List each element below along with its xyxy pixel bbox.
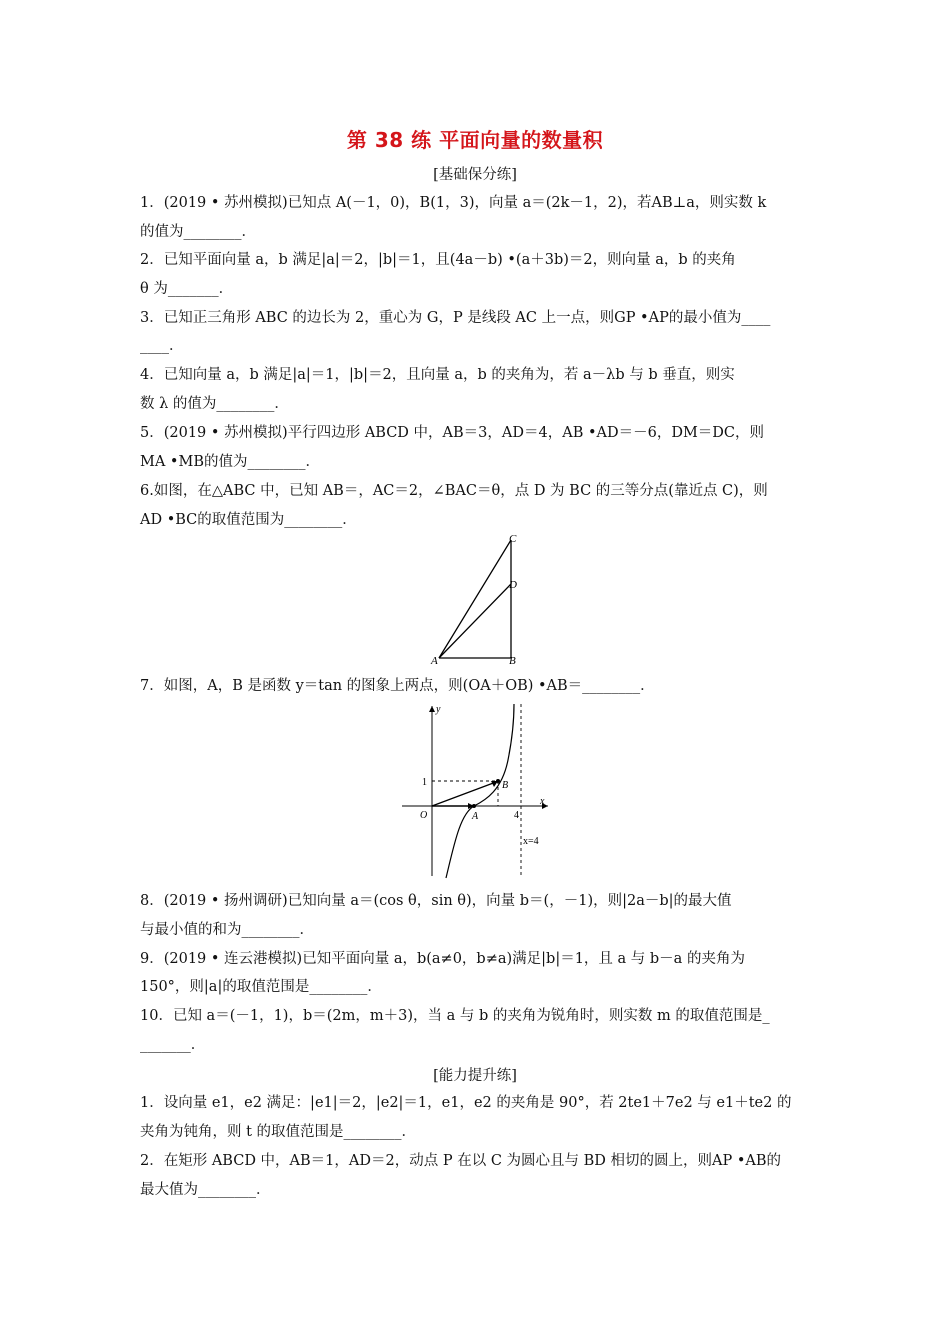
y-axis-arrow <box>429 706 435 712</box>
label-b: B <box>509 655 516 667</box>
problem-line: MA •MB的值为________． <box>140 454 320 470</box>
label-tick-1: 1 <box>422 777 427 788</box>
problem-line: 8．(2019 • 扬州调研)已知向量 a＝(cos θ，sin θ)，向量 b＝(，－1)，则|2a－b|的最大值 <box>140 893 732 909</box>
problem-line: 150°，则|a|的取值范围是________． <box>140 979 382 995</box>
segment-ac <box>439 540 511 658</box>
problem-line: 2．在矩形 ABCD 中，AB＝1，AD＝2，动点 P 在以 C 为圆心且与 BD 相切的圆上，则AP •AB的 <box>140 1153 782 1169</box>
triangle-figure <box>425 530 525 670</box>
label-a: A <box>472 811 479 822</box>
problem-line: 数 λ 的值为________． <box>140 396 289 412</box>
section-heading-basic: [基础保分练] <box>433 167 517 183</box>
label-d: D <box>509 579 517 591</box>
label-c: C <box>509 533 517 545</box>
label-asymptote: x=4 <box>523 836 539 847</box>
problem-line: 与最小值的和为________． <box>140 922 314 938</box>
problem-line: 夹角为钝角，则 t 的取值范围是________． <box>140 1124 417 1140</box>
point-b <box>496 779 500 783</box>
problem-line: 9．(2019 • 连云港模拟)已知平面向量 a，b(a≠0，b≠a)满足|b|＝1，且 a 与 b－a 的夹角为 <box>140 951 745 967</box>
vector-ob <box>432 782 496 806</box>
problem-line: 3．已知正三角形 ABC 的边长为 2，重心为 G，P 是线段 AC 上一点，则GP •AP的最小值为____ <box>140 310 771 326</box>
label-o: O <box>420 810 428 821</box>
problem-line: θ 为_______． <box>140 281 234 297</box>
problem-line: _______． <box>140 1037 206 1053</box>
problem-line: 10．已知 a＝(－1，1)，b＝(2m，m＋3)，当 a 与 b 的夹角为锐角时，则实数 m 的取值范围是_ <box>140 1008 770 1024</box>
problem-line: AD •BC的取值范围为________． <box>140 512 357 528</box>
problem-line: 7．如图，A，B 是函数 y＝tan 的图象上两点，则(OA＋OB) •AB＝________． <box>140 678 655 694</box>
segment-ad <box>439 584 511 658</box>
tangent-graph-figure <box>398 700 558 880</box>
problem-line: ____． <box>140 338 184 354</box>
problem-line: 5．(2019 • 苏州模拟)平行四边形 ABCD 中，AB＝3，AD＝4，AB •AD＝－6，DM＝DC，则 <box>140 425 765 441</box>
problem-line: 1．(2019 • 苏州模拟)已知点 A(－1，0)，B(1，3)，向量 a＝(2k－1，2)，若AB⊥a，则实数 k <box>140 195 767 211</box>
label-x: x <box>540 796 545 807</box>
problem-line: 2．已知平面向量 a，b 满足|a|＝2，|b|＝1，且(4a－b) •(a＋3b)＝2，则向量 a，b 的夹角 <box>140 252 736 268</box>
label-tick-4: 4 <box>514 810 519 821</box>
problem-line: 4．已知向量 a，b 满足|a|＝1，|b|＝2，且向量 a，b 的夹角为，若 a－λb 与 b 垂直，则实 <box>140 367 735 383</box>
tangent-curve <box>446 704 514 878</box>
label-a: A <box>431 655 438 667</box>
problem-line: 6.如图，在△ABC 中，已知 AB＝，AC＝2，∠BAC＝θ，点 D 为 BC 的三等分点(靠近点 C)，则 <box>140 483 768 499</box>
label-y: y <box>436 704 441 715</box>
page-title: 第 38 练 平面向量的数量积 <box>346 128 604 152</box>
point-a <box>472 804 476 808</box>
problem-line: 1．设向量 e1，e2 满足：|e1|＝2，|e2|＝1，e1，e2 的夹角是 90°，若 2te1＋7e2 与 e1＋te2 的 <box>140 1095 792 1111</box>
section-heading-advanced: [能力提升练] <box>433 1068 517 1084</box>
label-b: B <box>502 780 509 791</box>
problem-line: 的值为________． <box>140 224 256 240</box>
problem-line: 最大值为________． <box>140 1182 271 1198</box>
